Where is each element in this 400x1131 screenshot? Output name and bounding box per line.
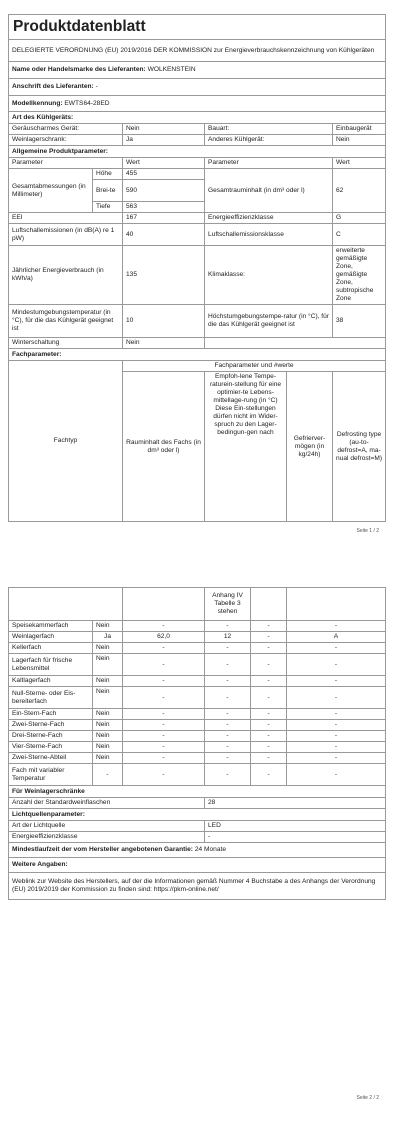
compartment-volume: - (123, 654, 205, 676)
compartment-defrost: - (287, 676, 386, 687)
type-label: Anderes Kühlgerät: (205, 135, 333, 146)
compartment-name: Kaltlagerfach (9, 676, 93, 687)
light-param-label: Art der Lichtquelle (9, 821, 205, 832)
light-param-value: - (205, 832, 386, 843)
compartment-name: Lagerfach für frische Lebensmittel (9, 654, 93, 676)
compartment-temperature: - (205, 621, 251, 632)
winter-switch-label: Winterschaltung (9, 338, 123, 349)
compartment-volume: - (123, 731, 205, 742)
supplier-value: WOLKENSTEIN (147, 66, 196, 73)
compartment-name: Drei-Sterne-Fach (9, 731, 93, 742)
compartment-present: Nein (93, 676, 123, 687)
dimension-key: Brei-te (93, 180, 123, 202)
col-header-freezing: Gefrierver-mögen (in kg/24h) (287, 372, 333, 522)
compartment-freezing: - (251, 654, 287, 676)
param-value: 38 (333, 305, 386, 338)
param-label: Jährlicher Energieverbrauch (in kWh/a) (9, 246, 123, 305)
dimension-key: Tiefe (93, 202, 123, 213)
compartment-defrost: - (287, 731, 386, 742)
climate-class-value: erweiterte gemäßigte Zone, gemäßigte Zone, subtropische Zone (333, 246, 386, 305)
param-value: G (333, 213, 386, 224)
compartment-name: Null-Sterne- oder Eis-bereiterfach (9, 687, 93, 709)
compartment-temperature: - (205, 676, 251, 687)
compartment-volume: - (123, 764, 205, 786)
compartment-freezing: - (251, 731, 287, 742)
col-header-temperature: Empfoh-lene Tempe-raturein-stellung für eine optimier-te Lebens-mittellage-rung (in °C) Diese Ein-stellungen dürfen nicht im Wider-spruch zu den Lager-bedingun-gen nach (205, 372, 287, 522)
col-header-defrost: Defrosting type (au-to-defrost=A, ma-nual defrost=M) (333, 372, 386, 522)
empty-cell (123, 588, 205, 621)
section-header-compartments: Fachparameter: (9, 349, 386, 361)
type-value: Ja (123, 135, 205, 146)
param-label: Höchstumgebungstempe-ratur (in °C), für die das Kühlgerät geeignet ist (205, 305, 333, 338)
light-param-value: LED (205, 821, 386, 832)
address-label: Anschrift des Lieferanten: (12, 83, 94, 90)
param-label: EEI (9, 213, 123, 224)
compartment-freezing: - (251, 687, 287, 709)
param-label: Luftschallemissionsklasse (205, 224, 333, 246)
winter-switch-value: Nein (123, 338, 205, 349)
param-label: Luftschallemissionen (in dB(A) re 1 pW) (9, 224, 123, 246)
compartment-temperature: - (205, 687, 251, 709)
compartment-defrost: - (287, 742, 386, 753)
compartment-defrost: - (287, 709, 386, 720)
compartment-temperature: 12 (205, 632, 251, 643)
compartment-volume: - (123, 720, 205, 731)
compartment-freezing: - (251, 742, 287, 753)
compartment-present: Nein (93, 720, 123, 731)
compartment-present: Ja (93, 632, 123, 643)
model-label: Modellkennung: (12, 99, 63, 107)
empty-cell (287, 588, 386, 621)
compartment-freezing: - (251, 709, 287, 720)
dimension-value: 455 (123, 169, 205, 180)
compartment-temperature: - (205, 764, 251, 786)
type-value: Nein (333, 135, 386, 146)
compartment-freezing: - (251, 643, 287, 654)
compartment-freezing: - (251, 632, 287, 643)
model-value: EWTS64-28ED (64, 99, 110, 107)
compartment-name: Weinlagerfach (9, 632, 93, 643)
compartment-name: Zwei-Sterne-Fach (9, 720, 93, 731)
supplier-row (9, 62, 386, 79)
section-header-wine: Für Weinlagerschränke (9, 786, 386, 798)
model-row (9, 96, 386, 112)
volume-label: Gesamtrauminhalt (in dm³ oder l) (205, 169, 333, 213)
param-value: C (333, 224, 386, 246)
compartment-volume: - (123, 709, 205, 720)
compartment-name: Fach mit variabler Temperatur (9, 764, 93, 786)
manufacturer-weblink-text: Weblink zur Website des Herstellers, auf der die Informationen gemäß Nummer 4 Buchstabe a des Anhangs der Verordnung (EU) 2019/2019 der Kommission zu finden sind: https://pkm-online.net/ (9, 873, 386, 900)
param-label: Klimaklasse: (205, 246, 333, 305)
empty-cell (9, 588, 123, 621)
compartment-name: Ein-Stern-Fach (9, 709, 93, 720)
param-value: 40 (123, 224, 205, 246)
compartment-temperature: - (205, 643, 251, 654)
compartment-temperature: - (205, 720, 251, 731)
compartment-freezing: - (251, 753, 287, 764)
compartment-name: Kellerfach (9, 643, 93, 654)
compartment-name: Zwei-Sterne-Abteil (9, 753, 93, 764)
compartment-freezing: - (251, 720, 287, 731)
datasheet-table-page-2 (8, 587, 386, 900)
volume-value: 62 (333, 169, 386, 213)
compartment-temperature: - (205, 654, 251, 676)
compartment-defrost: - (287, 643, 386, 654)
compartment-name: Vier-Sterne-Fach (9, 742, 93, 753)
wine-bottles-label: Anzahl der Standardweinflaschen (9, 798, 205, 809)
empty-cell (205, 338, 386, 349)
compartment-volume: - (123, 753, 205, 764)
type-value: Einbaugerät (333, 124, 386, 135)
compartment-present: Nein (93, 742, 123, 753)
param-label: Mindestumgebungstemperatur (in °C), für die das Kühlgerät geeignet ist (9, 305, 123, 338)
compartment-type-label: Fachtyp (9, 361, 123, 522)
section-header-appliance-type: Art des Kühlgeräts: (9, 112, 386, 124)
param-label: Energieeffizienzklasse (205, 213, 333, 224)
dimension-value: 563 (123, 202, 205, 213)
compartment-present: Nein (93, 621, 123, 632)
warranty-label: Mindestlaufzeit der vom Hersteller angebotenen Garantie: (12, 846, 194, 853)
section-header-further: Weitere Angaben: (9, 858, 386, 873)
type-value: Nein (123, 124, 205, 135)
compartment-params-header: Fachparameter und #werte (123, 361, 386, 372)
warranty-value: 24 Monate (194, 846, 227, 853)
dimension-key: Höhe (93, 169, 123, 180)
param-value: 135 (123, 246, 205, 305)
page-title: Produktdatenblatt (9, 15, 386, 40)
section-header-general: Allgemeine Produktparameter: (9, 146, 386, 158)
page-number: Seite 1 / 2 (356, 528, 379, 534)
type-label: Geräuscharmes Gerät: (9, 124, 123, 135)
param-value: 10 (123, 305, 205, 338)
compartment-freezing: - (251, 764, 287, 786)
page-number: Seite 2 / 2 (356, 1095, 379, 1101)
compartment-volume: - (123, 742, 205, 753)
supplier-label: Name oder Handelsmarke des Lieferanten: (12, 66, 146, 73)
col-header-value: Wert (123, 158, 205, 169)
temperature-continued: Anhang IV Tabelle 3 stehen (205, 588, 251, 621)
address-row (9, 79, 386, 96)
compartment-volume: - (123, 621, 205, 632)
compartment-volume: - (123, 687, 205, 709)
col-header-value: Wert (333, 158, 386, 169)
compartment-present: Nein (93, 643, 123, 654)
compartment-volume: - (123, 676, 205, 687)
dimensions-label: Gesamtabmessungen (in Millimeter) (9, 169, 93, 213)
compartment-present: Nein (93, 654, 123, 676)
compartment-defrost: - (287, 753, 386, 764)
dimension-value: 590 (123, 180, 205, 202)
regulation-subtitle: DELEGIERTE VERORDNUNG (EU) 2019/2016 DER KOMMISSION zur Energieverbrauchskennzeichnung von Kühlgeräten (9, 40, 386, 62)
compartment-present: - (93, 764, 123, 786)
compartment-volume: 62,0 (123, 632, 205, 643)
empty-cell (251, 588, 287, 621)
compartment-name: Speisekammerfach (9, 621, 93, 632)
type-label: Bauart: (205, 124, 333, 135)
compartment-temperature: - (205, 753, 251, 764)
compartment-temperature: - (205, 742, 251, 753)
compartment-defrost: - (287, 764, 386, 786)
compartment-present: Nein (93, 709, 123, 720)
compartment-present: Nein (93, 753, 123, 764)
datasheet-table-page-1 (8, 14, 386, 522)
compartment-temperature: - (205, 709, 251, 720)
compartment-defrost: A (287, 632, 386, 643)
compartment-freezing: - (251, 621, 287, 632)
wine-bottles-value: 28 (205, 798, 386, 809)
compartment-defrost: - (287, 621, 386, 632)
compartment-present: Nein (93, 687, 123, 709)
col-header-parameter: Parameter (205, 158, 333, 169)
compartment-defrost: - (287, 720, 386, 731)
light-param-label: Energieeffizienzklasse (9, 832, 205, 843)
col-header-volume: Rauminhalt des Fachs (in dm³ oder l) (123, 372, 205, 522)
page-2 (8, 587, 385, 1107)
compartment-defrost: - (287, 687, 386, 709)
compartment-freezing: - (251, 676, 287, 687)
compartment-temperature: - (205, 731, 251, 742)
compartment-volume: - (123, 643, 205, 654)
page-1 (8, 14, 385, 532)
type-label: Weinlagerschrank: (9, 135, 123, 146)
warranty-row (9, 843, 386, 858)
compartment-present: Nein (93, 731, 123, 742)
compartment-defrost: - (287, 654, 386, 676)
param-value: 167 (123, 213, 205, 224)
address-value: - (95, 83, 98, 90)
section-header-light: Lichtquellenparameter: (9, 809, 386, 821)
col-header-parameter: Parameter (9, 158, 123, 169)
